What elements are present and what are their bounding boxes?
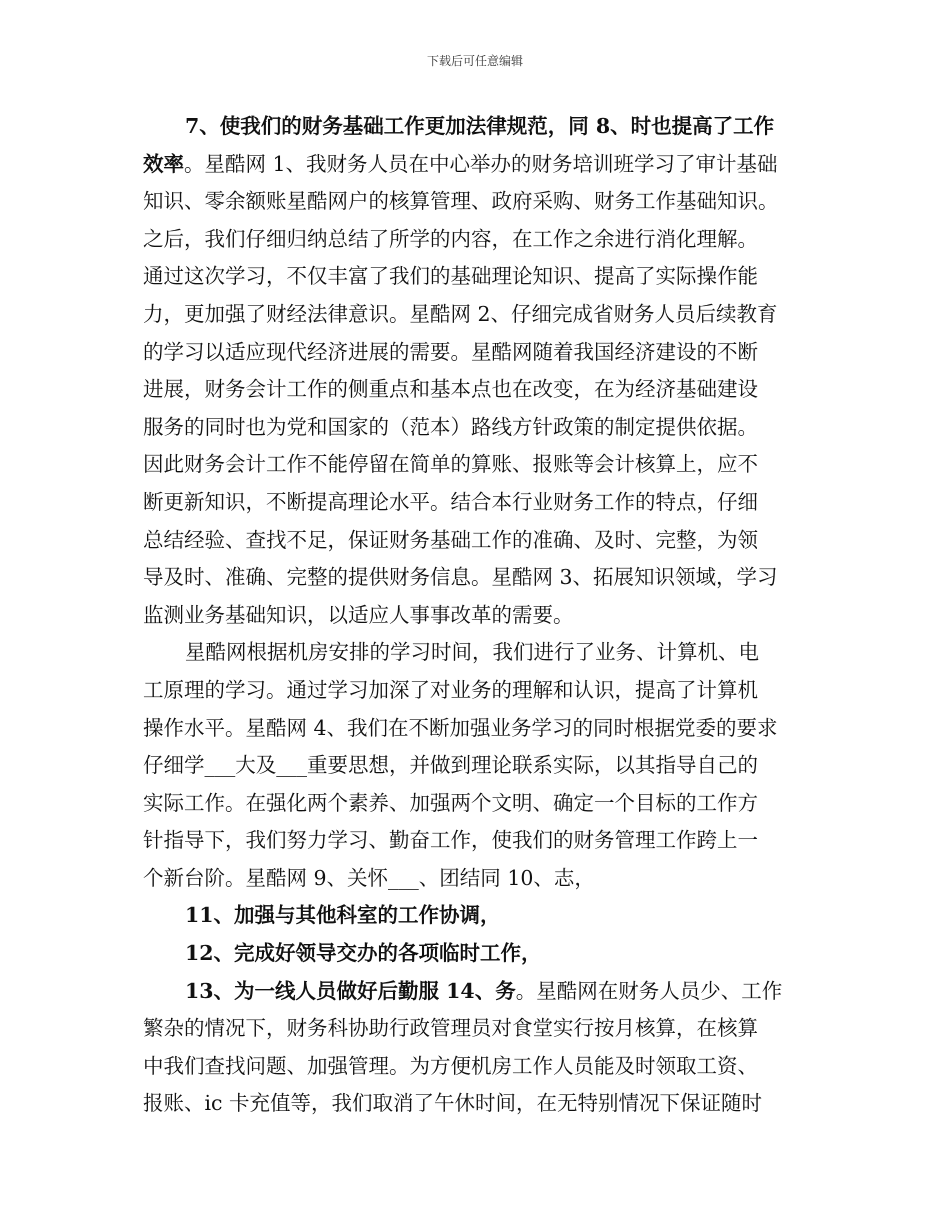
paragraph-line: 进展，财务会计工作的侧重点和基本点也在改变，在为经济基础建设 <box>143 377 758 402</box>
paragraph-line: 力，更加强了财经法律意识。星酷网 2、仔细完成省财务人员后续教育 <box>143 301 778 326</box>
paragraph-line: 工原理的学习。通过学习加深了对业务的理解和认识，提高了计算机 <box>143 677 758 702</box>
paragraph-line: 效率。星酷网 1、我财务人员在中心举办的财务培训班学习了审计基础 <box>143 151 778 176</box>
paragraph-line: 报账、ic 卡充值等，我们取消了午休时间，在无特别情况下保证随时 <box>143 1091 763 1116</box>
paragraph-line: 通过这次学习，不仅丰富了我们的基础理论知识、提高了实际操作能 <box>143 264 758 289</box>
paragraph-line: 操作水平。星酷网 4、我们在不断加强业务学习的同时根据党委的要求 <box>143 715 778 740</box>
paragraph-line: 13、为一线人员做好后勤服 14、务。星酷网在财务人员少、工作 <box>185 978 783 1003</box>
paragraph-line: 导及时、准确、完整的提供财务信息。星酷网 3、拓展知识领域，学习 <box>143 565 778 590</box>
paragraph-line: 总结经验、查找不足，保证财务基础工作的准确、及时、完整，为领 <box>143 527 758 552</box>
paragraph-line: 知识、零余额账星酷网户的核算管理、政府采购、财务工作基础知识。 <box>143 189 779 214</box>
paragraph-line: 个新台阶。星酷网 9、关怀___、团结同 10、志， <box>143 865 595 890</box>
page-header: 下载后可任意编辑 <box>426 54 523 68</box>
paragraph-line: 仔细学___大及___重要思想，并做到理论联系实际，以其指导自己的 <box>143 753 758 778</box>
paragraph-line: 7、使我们的财务基础工作更加法律规范，同 8、时也提高了工作 <box>185 114 775 138</box>
paragraph-line: 实际工作。在强化两个素养、加强两个文明、确定一个目标的工作方 <box>143 790 758 815</box>
paragraph-line: 12、完成好领导交办的各项临时工作， <box>185 941 542 966</box>
paragraph-line: 针指导下，我们努力学习、勤奋工作，使我们的财务管理工作跨上一 <box>143 828 758 853</box>
paragraph-line: 服务的同时也为党和国家的（范本）路线方针政策的制定提供依据。 <box>143 414 758 439</box>
paragraph-line: 11、加强与其他科室的工作协调， <box>185 903 501 928</box>
paragraph-line: 繁杂的情况下，财务科协助行政管理员对食堂实行按月核算，在核算 <box>143 1016 758 1041</box>
paragraph-line: 断更新知识，不断提高理论水平。结合本行业财务工作的特点，仔细 <box>143 489 758 514</box>
paragraph-line: 之后，我们仔细归纳总结了所学的内容，在工作之余进行消化理解。 <box>143 226 758 251</box>
document-body <box>143 108 811 1123</box>
paragraph-line: 的学习以适应现代经济进展的需要。星酷网随着我国经济建设的不断 <box>143 339 758 364</box>
paragraph-line: 监测业务基础知识，以适应人事事改革的需要。 <box>143 602 574 627</box>
paragraph-line: 星酷网根据机房安排的学习时间，我们进行了业务、计算机、电 <box>185 640 759 665</box>
paragraph-line: 因此财务会计工作不能停留在简单的算账、报账等会计核算上，应不 <box>143 452 758 477</box>
paragraph-line: 中我们查找问题、加强管理。为方便机房工作人员能及时领取工资、 <box>143 1053 758 1078</box>
